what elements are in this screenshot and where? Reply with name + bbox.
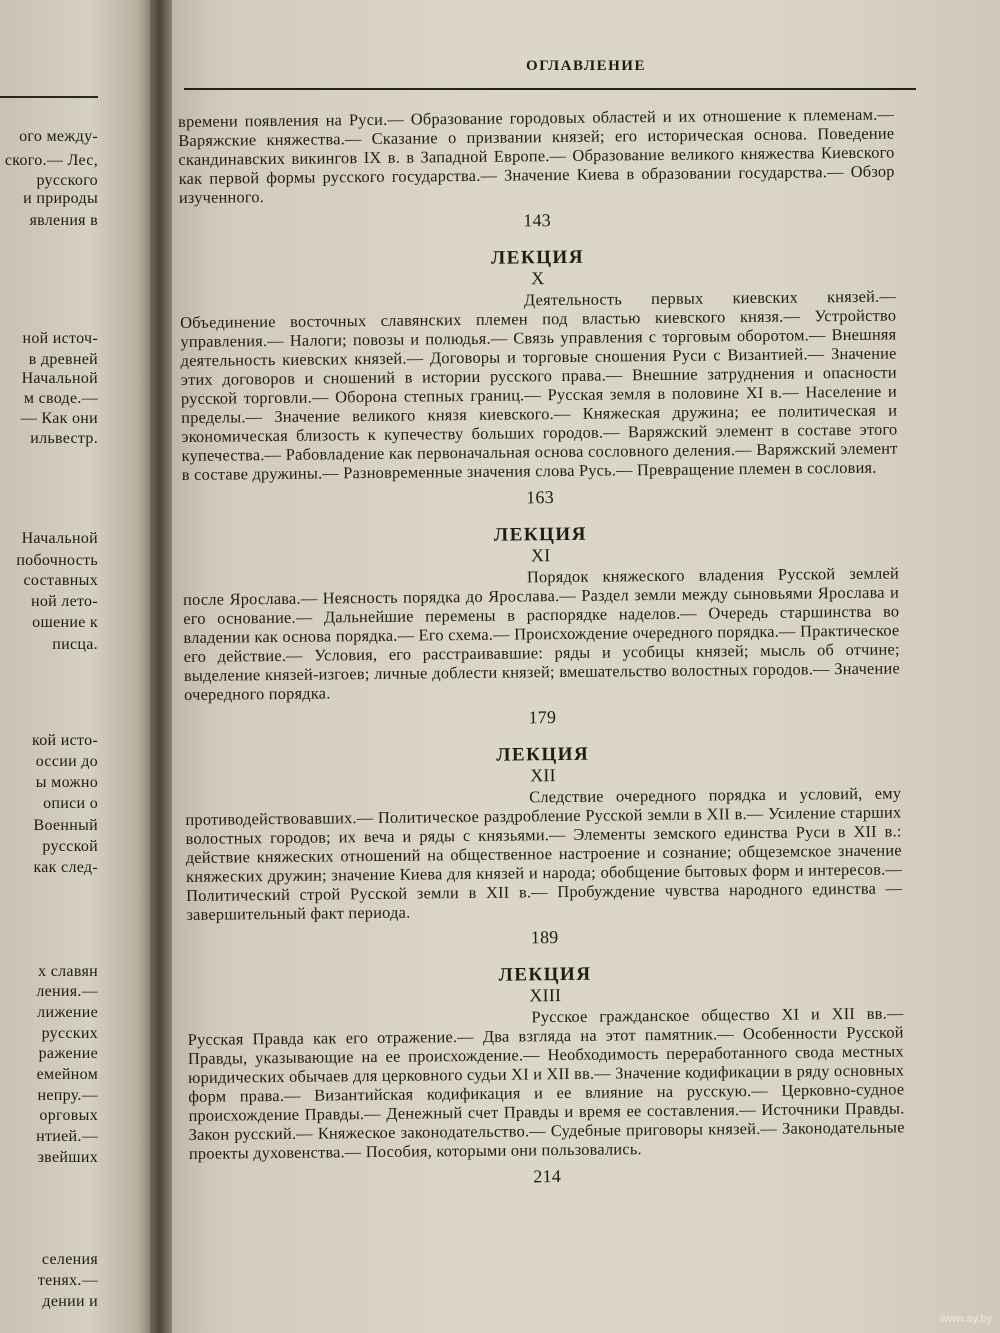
page-number: 179	[528, 707, 557, 728]
lecture-block-xii	[185, 741, 903, 950]
right-page	[172, 0, 1000, 1333]
lecture-block-xiii	[187, 961, 905, 1189]
left-page-line: русского	[36, 172, 98, 189]
lecture-number: XII	[530, 765, 556, 786]
lecture-title: ЛЕКЦИЯ	[496, 743, 590, 766]
lecture-number: X	[531, 268, 545, 289]
page-number: 214	[533, 1166, 562, 1187]
left-page	[0, 0, 150, 1333]
left-page-line: емейном	[36, 1066, 98, 1083]
left-page-line: ского.— Лес,	[4, 152, 98, 169]
left-page-line: дении и	[42, 1293, 98, 1310]
left-page-line: Начальной	[21, 530, 98, 547]
left-page-line: русской	[42, 838, 98, 855]
page-number: 143	[523, 210, 552, 231]
page-number: 189	[530, 927, 559, 948]
page-header: ОГЛАВЛЕНИЕ	[526, 58, 646, 74]
left-page-line: писца.	[52, 636, 98, 653]
left-page-line: описи о	[43, 795, 98, 812]
lecture-title: ЛЕКЦИЯ	[498, 963, 592, 986]
lecture-block-x	[179, 244, 898, 510]
left-page-line: ы можно	[35, 774, 98, 791]
lecture-number: XI	[530, 545, 551, 566]
left-page-line: нтией.—	[36, 1128, 98, 1145]
lecture-summary: Порядок княжеского владения Русской землей после Ярослава.— Неясность порядка до Ярослава.— Раздел земли между сыновьями Ярослава и его основание.— Дальнейшие перемены в распорядке наделов.— Очередь старшинства во владении как основа порядка.— Его схема.— Происхождение очередного порядка.— Практическое его действие.— Условия, его расстраивавшие: ряды и усобицы князей; мысль об отчине; выделение князей-изгоев; личные доблести князей; вмешательство волостных городов.— Значение очередного порядка.	[183, 563, 900, 704]
left-page-line: составных	[23, 572, 98, 589]
left-page-line: селения	[41, 1251, 98, 1268]
lecture-summary: Деятельность первых киевских князей.— Объединение восточных славянских племен под властью киевского князя.— Устройство управления.— Налоги; повозы и полюдья.— Связь управления с торговым оборотом.— Внешняя деятельность киевских князей.— Договоры и торговые сношения Руси с Византией.— Значение этих договоров и сношений в истории русского права.— Внешние затруднения и опасности русской торговли.— Оборона степных границ.— Русская земля в половине XI в.— Население и пределы.— Значение великого князя киевского.— Княжеская дружина; ее политическая и экономическая близость к купечеству больших городов.— Варяжский элемент в составе этого купечества.— Рабовладение как первоначальная основа сословного деления.— Варяжский элемент в составе дружины.— Разновременные значения слова Русь.— Превращение племен в сословия.	[180, 286, 898, 484]
left-page-line: оссии до	[35, 753, 98, 770]
left-page-line: и природы	[23, 190, 98, 207]
lecture-title: ЛЕКЦИЯ	[493, 523, 587, 546]
left-page-line: орговых	[39, 1107, 98, 1124]
left-page-line: ной лето-	[30, 593, 98, 610]
left-page-line: Военный	[33, 817, 98, 834]
left-page-line: непру.—	[37, 1087, 98, 1104]
left-page-line: побочность	[16, 552, 98, 569]
left-page-line: кой исто-	[32, 732, 98, 749]
header-rule	[184, 88, 916, 90]
left-page-line: ошение к	[32, 614, 98, 631]
left-page-line: тенях.—	[37, 1272, 98, 1289]
lecture-summary: Русское гражданское общество XI и XII вв.— Русская Правда как его отражение.— Два взгляда на этот памятник.— Особенности Русской Правды, указывающие на ее происхождение.— Необходимость переработанного свода местных юридических обычаев для церковного судьи XI и XII вв.— Значение кодификации в ряду основных форм права.— Византийская кодификация и ее влияние на русскую.— Церковно-судное происхождение Правды.— Денежный счет Правды и время ее составления.— Источники Правды. Закон русский.— Княжеское законодательство.— Судебные приговоры князей.— Законодательные проекты духовенства.— Пособия, которыми они пользовались.	[187, 1003, 905, 1163]
left-page-line: ления.—	[36, 983, 98, 1000]
intro-text: времени появления на Руси.— Образование городовых областей и их отношение к племенам.— Варяжские княжества.— Сказание о призвании князей; его историческая основа. Поведение скандинавских викингов IX в. в Западной Европе.— Образование великого княжества Киевского как первой формы русского государства.— Значение Киева в образовании государства.— Обзор изученного.	[178, 104, 895, 207]
left-page-line: — Как они	[20, 410, 98, 427]
lecture-number: XIII	[529, 985, 562, 1006]
left-header-rule	[0, 96, 98, 98]
left-page-line: ражение	[38, 1045, 98, 1062]
left-page-line: русских	[41, 1025, 98, 1042]
left-page-line: х славян	[38, 963, 98, 980]
left-page-line: Начальной	[21, 370, 98, 387]
toc-content	[178, 105, 905, 1200]
lecture-block-xi	[182, 521, 900, 730]
watermark: www.ay.by	[940, 1313, 992, 1325]
left-page-line: м своде.—	[23, 390, 98, 407]
left-page-line: ильвестр.	[30, 430, 98, 447]
intro-block	[178, 105, 895, 234]
page-number: 163	[526, 487, 554, 508]
left-page-line: ной источ-	[22, 330, 98, 347]
left-page-line: звейших	[37, 1149, 98, 1166]
left-page-line: как след-	[33, 859, 98, 876]
lecture-summary: Следствие очередного порядка и условий, ему противодействовавших.— Политическое раздробление Русской земли в XII в.— Усиление старших волостных городов; их веча и ряды с князьями.— Элементы земского единства Руси в XII в.: действие княжеских отношений на общественное настроение и сознание; общеземское значение княжеских дружин; значение Киева для князей и народа; обобщение бытовых форм и интересов.— Политический строй Русской земли в XII в.— Пробуждение чувства народного единства — завершительный факт периода.	[185, 783, 903, 924]
left-page-line: лижение	[37, 1004, 98, 1021]
left-page-line: в древней	[28, 351, 98, 368]
left-page-line: ого между-	[19, 128, 98, 145]
lecture-title: ЛЕКЦИЯ	[490, 246, 585, 269]
book-gutter	[150, 0, 172, 1333]
left-page-line: явления в	[29, 212, 98, 229]
